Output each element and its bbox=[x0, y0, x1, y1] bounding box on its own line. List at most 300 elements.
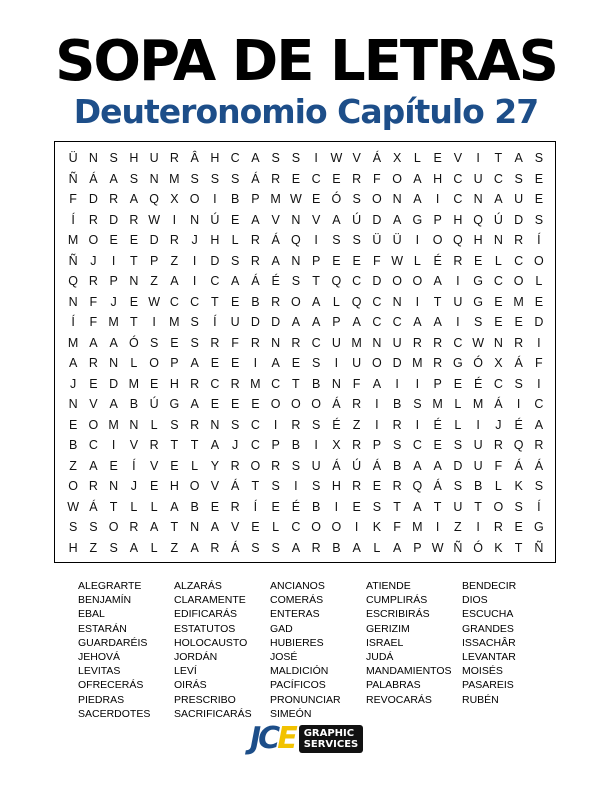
grid-cell[interactable]: A bbox=[413, 499, 422, 514]
grid-cell[interactable]: Â bbox=[190, 151, 199, 165]
grid-cell[interactable]: Á bbox=[89, 499, 98, 514]
grid-cell[interactable]: R bbox=[190, 417, 200, 432]
grid-cell[interactable]: B bbox=[311, 499, 321, 514]
grid-cell[interactable]: U bbox=[514, 192, 524, 206]
grid-cell[interactable]: R bbox=[291, 417, 301, 432]
grid-cell[interactable]: S bbox=[230, 171, 240, 186]
grid-cell[interactable]: Á bbox=[372, 458, 382, 473]
grid-cell[interactable]: R bbox=[88, 479, 98, 493]
grid-cell[interactable]: É bbox=[473, 376, 483, 391]
grid-cell[interactable]: D bbox=[88, 192, 98, 206]
grid-cell[interactable]: Á bbox=[89, 171, 98, 186]
grid-cell[interactable]: U bbox=[453, 294, 463, 309]
grid-cell[interactable]: Ñ bbox=[68, 171, 78, 186]
grid-cell[interactable]: O bbox=[432, 233, 443, 247]
grid-cell[interactable]: A bbox=[109, 397, 118, 411]
grid-cell[interactable]: Í bbox=[71, 212, 75, 227]
grid-cell[interactable]: R bbox=[230, 499, 240, 514]
grid-cell[interactable]: C bbox=[311, 335, 321, 350]
grid-cell[interactable]: Í bbox=[253, 499, 258, 514]
grid-cell[interactable]: A bbox=[433, 458, 442, 473]
grid-cell[interactable]: E bbox=[311, 192, 321, 206]
grid-cell[interactable]: E bbox=[291, 356, 301, 370]
grid-cell[interactable]: F bbox=[231, 335, 239, 350]
grid-cell[interactable]: S bbox=[170, 417, 179, 432]
grid-cell[interactable]: I bbox=[273, 417, 278, 432]
grid-cell[interactable]: É bbox=[291, 499, 301, 514]
grid-cell[interactable]: Á bbox=[534, 458, 544, 473]
grid-cell[interactable]: L bbox=[150, 499, 158, 514]
grid-cell[interactable]: Á bbox=[332, 458, 341, 473]
grid-cell[interactable]: F bbox=[393, 520, 401, 534]
grid-cell[interactable]: O bbox=[392, 274, 402, 288]
grid-cell[interactable]: R bbox=[271, 171, 281, 186]
grid-cell[interactable]: L bbox=[454, 417, 462, 432]
grid-cell[interactable]: E bbox=[352, 499, 361, 514]
grid-cell[interactable]: I bbox=[294, 479, 298, 493]
grid-cell[interactable]: M bbox=[270, 192, 281, 206]
grid-cell[interactable]: Q bbox=[331, 274, 342, 288]
grid-cell[interactable]: R bbox=[352, 438, 362, 452]
grid-cell[interactable]: S bbox=[534, 212, 544, 227]
grid-cell[interactable]: I bbox=[192, 274, 197, 288]
grid-cell[interactable]: E bbox=[332, 253, 341, 268]
grid-cell[interactable]: E bbox=[494, 294, 503, 309]
grid-cell[interactable]: S bbox=[534, 151, 544, 165]
grid-cell[interactable]: O bbox=[270, 397, 281, 411]
grid-cell[interactable]: A bbox=[392, 212, 402, 227]
grid-cell[interactable]: C bbox=[210, 376, 220, 391]
grid-cell[interactable]: L bbox=[191, 458, 199, 473]
grid-cell[interactable]: M bbox=[432, 397, 443, 411]
grid-cell[interactable]: R bbox=[412, 335, 422, 350]
grid-cell[interactable]: R bbox=[88, 274, 98, 288]
grid-cell[interactable]: S bbox=[190, 171, 199, 186]
grid-cell[interactable]: Ú bbox=[352, 212, 362, 227]
grid-cell[interactable]: Ó bbox=[331, 192, 342, 206]
grid-cell[interactable]: S bbox=[109, 151, 118, 165]
grid-cell[interactable]: H bbox=[210, 233, 220, 247]
grid-cell[interactable]: N bbox=[68, 397, 78, 411]
grid-cell[interactable]: N bbox=[190, 520, 200, 534]
grid-cell[interactable]: L bbox=[454, 397, 462, 411]
grid-cell[interactable]: P bbox=[372, 438, 382, 452]
grid-cell[interactable]: R bbox=[352, 479, 362, 493]
grid-cell[interactable]: N bbox=[109, 479, 119, 493]
grid-cell[interactable]: Z bbox=[69, 458, 77, 473]
grid-cell[interactable]: Í bbox=[537, 499, 541, 514]
grid-cell[interactable]: N bbox=[493, 233, 503, 247]
grid-cell[interactable]: W bbox=[431, 540, 444, 555]
grid-cell[interactable]: T bbox=[393, 499, 401, 514]
grid-cell[interactable]: N bbox=[392, 192, 402, 206]
grid-cell[interactable]: W bbox=[289, 192, 302, 206]
grid-cell[interactable]: P bbox=[311, 253, 321, 268]
grid-cell[interactable]: R bbox=[88, 212, 98, 227]
grid-cell[interactable]: A bbox=[68, 356, 78, 370]
grid-cell[interactable]: É bbox=[433, 253, 442, 268]
grid-cell[interactable]: R bbox=[453, 253, 463, 268]
grid-cell[interactable]: É bbox=[514, 417, 523, 432]
grid-cell[interactable]: V bbox=[311, 212, 321, 227]
grid-cell[interactable]: I bbox=[334, 356, 339, 370]
grid-cell[interactable]: Z bbox=[454, 520, 462, 534]
grid-cell[interactable]: E bbox=[89, 376, 98, 391]
grid-cell[interactable]: É bbox=[271, 274, 280, 288]
grid-cell[interactable]: R bbox=[230, 458, 240, 473]
grid-cell[interactable]: Á bbox=[332, 397, 341, 411]
grid-cell[interactable]: G bbox=[473, 274, 483, 288]
grid-cell[interactable]: G bbox=[169, 397, 180, 411]
grid-cell[interactable]: C bbox=[493, 274, 503, 288]
grid-cell[interactable]: Á bbox=[251, 171, 260, 186]
grid-cell[interactable]: E bbox=[494, 315, 503, 329]
grid-cell[interactable]: O bbox=[250, 458, 261, 473]
grid-cell[interactable]: P bbox=[170, 356, 179, 370]
grid-cell[interactable]: P bbox=[251, 192, 260, 206]
grid-cell[interactable]: I bbox=[253, 356, 258, 370]
grid-cell[interactable]: R bbox=[514, 335, 524, 350]
grid-cell[interactable]: O bbox=[189, 479, 200, 493]
grid-cell[interactable]: A bbox=[494, 192, 503, 206]
grid-cell[interactable]: A bbox=[413, 192, 422, 206]
grid-cell[interactable]: K bbox=[372, 520, 382, 534]
grid-cell[interactable]: E bbox=[230, 397, 240, 411]
grid-cell[interactable]: O bbox=[392, 171, 402, 186]
grid-cell[interactable]: D bbox=[392, 356, 402, 370]
grid-cell[interactable]: T bbox=[514, 540, 523, 555]
grid-cell[interactable]: E bbox=[514, 315, 523, 329]
grid-cell[interactable]: P bbox=[149, 253, 159, 268]
grid-cell[interactable]: N bbox=[109, 356, 119, 370]
grid-cell[interactable]: Ú bbox=[149, 397, 159, 411]
grid-cell[interactable]: S bbox=[311, 356, 321, 370]
grid-cell[interactable]: I bbox=[213, 192, 217, 206]
grid-cell[interactable]: S bbox=[392, 438, 402, 452]
grid-cell[interactable]: T bbox=[190, 438, 199, 452]
grid-cell[interactable]: D bbox=[534, 315, 544, 329]
grid-cell[interactable]: R bbox=[352, 171, 362, 186]
grid-cell[interactable]: T bbox=[433, 294, 442, 309]
grid-cell[interactable]: I bbox=[476, 417, 480, 432]
grid-cell[interactable]: E bbox=[352, 253, 361, 268]
grid-cell[interactable]: N bbox=[291, 212, 301, 227]
grid-cell[interactable]: Q bbox=[412, 479, 423, 493]
grid-cell[interactable]: F bbox=[494, 458, 503, 473]
grid-cell[interactable]: I bbox=[537, 335, 541, 350]
grid-cell[interactable]: A bbox=[392, 540, 402, 555]
grid-cell[interactable]: Z bbox=[89, 540, 98, 555]
grid-cell[interactable]: F bbox=[373, 253, 381, 268]
grid-cell[interactable]: A bbox=[251, 212, 260, 227]
grid-cell[interactable]: Á bbox=[514, 458, 523, 473]
grid-cell[interactable]: A bbox=[190, 397, 199, 411]
grid-cell[interactable]: O bbox=[513, 274, 524, 288]
grid-cell[interactable]: A bbox=[311, 294, 321, 309]
grid-cell[interactable]: I bbox=[415, 294, 420, 309]
grid-cell[interactable]: A bbox=[311, 315, 321, 329]
grid-cell[interactable]: R bbox=[149, 438, 159, 452]
grid-cell[interactable]: I bbox=[314, 233, 318, 247]
grid-cell[interactable]: I bbox=[456, 274, 460, 288]
grid-cell[interactable]: O bbox=[534, 253, 544, 268]
grid-cell[interactable]: A bbox=[514, 151, 523, 165]
grid-cell[interactable]: S bbox=[291, 458, 301, 473]
grid-cell[interactable]: J bbox=[130, 479, 137, 493]
grid-cell[interactable]: Ó bbox=[473, 356, 483, 370]
grid-cell[interactable]: N bbox=[68, 294, 78, 309]
grid-cell[interactable]: C bbox=[493, 171, 503, 186]
grid-cell[interactable]: O bbox=[149, 356, 159, 370]
grid-cell[interactable]: S bbox=[271, 540, 280, 555]
grid-cell[interactable]: C bbox=[230, 151, 240, 165]
grid-cell[interactable]: G bbox=[534, 520, 544, 534]
grid-cell[interactable]: S bbox=[230, 253, 240, 268]
grid-cell[interactable]: C bbox=[493, 376, 503, 391]
grid-cell[interactable]: O bbox=[372, 192, 382, 206]
grid-cell[interactable]: Á bbox=[433, 479, 442, 493]
grid-cell[interactable]: Ñ bbox=[534, 540, 544, 555]
grid-cell[interactable]: D bbox=[514, 212, 524, 227]
grid-cell[interactable]: R bbox=[392, 479, 402, 493]
grid-cell[interactable]: F bbox=[535, 356, 543, 370]
grid-cell[interactable]: C bbox=[210, 274, 220, 288]
grid-cell[interactable]: I bbox=[314, 151, 318, 165]
grid-cell[interactable]: R bbox=[230, 376, 240, 391]
grid-cell[interactable]: I bbox=[192, 253, 197, 268]
grid-cell[interactable]: V bbox=[149, 458, 159, 473]
grid-cell[interactable]: D bbox=[109, 376, 119, 391]
grid-cell[interactable]: I bbox=[415, 417, 420, 432]
grid-cell[interactable]: Ü bbox=[372, 233, 382, 247]
grid-cell[interactable]: P bbox=[271, 438, 280, 452]
grid-cell[interactable]: M bbox=[67, 233, 79, 247]
grid-cell[interactable]: S bbox=[311, 479, 321, 493]
grid-cell[interactable]: J bbox=[191, 233, 198, 247]
grid-cell[interactable]: A bbox=[190, 356, 199, 370]
grid-cell[interactable]: L bbox=[130, 356, 138, 370]
grid-cell[interactable]: I bbox=[375, 397, 379, 411]
grid-cell[interactable]: S bbox=[129, 171, 139, 186]
grid-cell[interactable]: S bbox=[534, 479, 544, 493]
grid-cell[interactable]: R bbox=[311, 540, 321, 555]
grid-cell[interactable]: R bbox=[169, 233, 179, 247]
grid-cell[interactable]: R bbox=[210, 540, 220, 555]
grid-cell[interactable]: M bbox=[108, 315, 119, 329]
grid-cell[interactable]: E bbox=[68, 417, 78, 432]
grid-cell[interactable]: Í bbox=[213, 315, 217, 329]
grid-cell[interactable]: R bbox=[514, 233, 524, 247]
grid-cell[interactable]: E bbox=[230, 356, 240, 370]
grid-cell[interactable]: L bbox=[130, 499, 138, 514]
grid-cell[interactable]: L bbox=[272, 520, 280, 534]
grid-cell[interactable]: L bbox=[413, 151, 421, 165]
grid-cell[interactable]: U bbox=[230, 315, 240, 329]
grid-cell[interactable]: R bbox=[109, 192, 119, 206]
grid-cell[interactable]: N bbox=[149, 171, 159, 186]
grid-cell[interactable]: J bbox=[110, 294, 117, 309]
grid-cell[interactable]: T bbox=[433, 499, 442, 514]
grid-cell[interactable]: A bbox=[413, 458, 422, 473]
grid-cell[interactable]: A bbox=[109, 171, 118, 186]
grid-cell[interactable]: H bbox=[433, 171, 443, 186]
grid-cell[interactable]: V bbox=[210, 479, 220, 493]
grid-cell[interactable]: V bbox=[89, 397, 98, 411]
grid-cell[interactable]: Á bbox=[372, 151, 382, 165]
grid-cell[interactable]: B bbox=[291, 438, 301, 452]
grid-cell[interactable]: C bbox=[453, 335, 463, 350]
grid-cell[interactable]: I bbox=[476, 151, 480, 165]
grid-cell[interactable]: H bbox=[331, 479, 341, 493]
grid-cell[interactable]: M bbox=[169, 171, 180, 186]
grid-cell[interactable]: A bbox=[149, 520, 159, 534]
grid-cell[interactable]: S bbox=[453, 479, 463, 493]
grid-cell[interactable]: Á bbox=[514, 356, 523, 370]
grid-cell[interactable]: A bbox=[433, 315, 442, 329]
grid-cell[interactable]: E bbox=[433, 438, 442, 452]
grid-cell[interactable]: F bbox=[373, 171, 381, 186]
grid-cell[interactable]: R bbox=[129, 212, 139, 227]
grid-cell[interactable]: C bbox=[372, 294, 382, 309]
grid-cell[interactable]: S bbox=[210, 171, 220, 186]
grid-cell[interactable]: N bbox=[210, 417, 220, 432]
grid-cell[interactable]: Z bbox=[352, 417, 361, 432]
grid-cell[interactable]: S bbox=[251, 540, 260, 555]
grid-cell[interactable]: L bbox=[494, 253, 502, 268]
grid-cell[interactable]: C bbox=[311, 171, 321, 186]
grid-cell[interactable]: N bbox=[392, 294, 402, 309]
grid-cell[interactable]: C bbox=[412, 438, 422, 452]
grid-cell[interactable]: R bbox=[271, 294, 281, 309]
grid-cell[interactable]: M bbox=[169, 315, 180, 329]
grid-cell[interactable]: Á bbox=[494, 397, 503, 411]
grid-cell[interactable]: T bbox=[130, 315, 138, 329]
grid-cell[interactable]: N bbox=[190, 212, 200, 227]
grid-cell[interactable]: Z bbox=[170, 540, 179, 555]
grid-cell[interactable]: K bbox=[494, 540, 503, 555]
grid-cell[interactable]: A bbox=[109, 335, 118, 350]
grid-cell[interactable]: R bbox=[493, 520, 503, 534]
grid-cell[interactable]: E bbox=[129, 294, 139, 309]
grid-cell[interactable]: E bbox=[534, 294, 544, 309]
grid-cell[interactable]: E bbox=[129, 233, 139, 247]
grid-cell[interactable]: E bbox=[332, 171, 341, 186]
grid-cell[interactable]: B bbox=[230, 192, 240, 206]
grid-cell[interactable]: S bbox=[190, 335, 199, 350]
grid-cell[interactable]: Ú bbox=[210, 212, 220, 227]
grid-cell[interactable]: S bbox=[372, 499, 382, 514]
grid-cell[interactable]: L bbox=[373, 540, 381, 555]
grid-cell[interactable]: T bbox=[130, 253, 138, 268]
grid-cell[interactable]: L bbox=[413, 253, 421, 268]
grid-cell[interactable]: H bbox=[453, 212, 463, 227]
grid-cell[interactable]: R bbox=[210, 335, 220, 350]
grid-cell[interactable]: V bbox=[271, 212, 280, 227]
grid-cell[interactable]: R bbox=[433, 335, 443, 350]
grid-cell[interactable]: Í bbox=[132, 458, 136, 473]
grid-cell[interactable]: A bbox=[413, 315, 422, 329]
grid-cell[interactable]: I bbox=[152, 315, 156, 329]
grid-cell[interactable]: G bbox=[412, 212, 423, 227]
grid-cell[interactable]: I bbox=[537, 376, 541, 391]
grid-cell[interactable]: N bbox=[372, 335, 382, 350]
grid-cell[interactable]: Z bbox=[170, 253, 179, 268]
grid-cell[interactable]: É bbox=[332, 417, 341, 432]
grid-cell[interactable]: C bbox=[271, 376, 281, 391]
grid-cell[interactable]: A bbox=[271, 253, 280, 268]
grid-cell[interactable]: S bbox=[514, 171, 523, 186]
grid-cell[interactable]: C bbox=[88, 438, 98, 452]
grid-cell[interactable]: Á bbox=[271, 233, 280, 247]
grid-cell[interactable]: J bbox=[495, 417, 502, 432]
grid-cell[interactable]: E bbox=[149, 376, 159, 391]
grid-cell[interactable]: S bbox=[230, 417, 240, 432]
grid-cell[interactable]: A bbox=[413, 171, 422, 186]
grid-cell[interactable]: A bbox=[332, 212, 341, 227]
grid-cell[interactable]: E bbox=[534, 171, 544, 186]
grid-cell[interactable]: S bbox=[190, 315, 199, 329]
grid-cell[interactable]: M bbox=[128, 376, 140, 391]
grid-cell[interactable]: S bbox=[514, 499, 523, 514]
grid-cell[interactable]: U bbox=[392, 335, 402, 350]
grid-cell[interactable]: Q bbox=[68, 274, 78, 288]
grid-cell[interactable]: C bbox=[392, 315, 402, 329]
grid-cell[interactable]: V bbox=[352, 151, 361, 165]
grid-cell[interactable]: V bbox=[453, 151, 463, 165]
grid-cell[interactable]: L bbox=[494, 479, 502, 493]
grid-cell[interactable]: A bbox=[210, 438, 220, 452]
grid-cell[interactable]: Q bbox=[453, 233, 463, 247]
grid-cell[interactable]: I bbox=[395, 376, 399, 391]
grid-cell[interactable]: E bbox=[514, 520, 523, 534]
grid-cell[interactable]: U bbox=[453, 499, 463, 514]
grid-cell[interactable]: S bbox=[271, 151, 280, 165]
grid-cell[interactable]: M bbox=[513, 294, 524, 309]
grid-cell[interactable]: C bbox=[534, 397, 544, 411]
grid-cell[interactable]: I bbox=[111, 438, 116, 452]
grid-cell[interactable]: E bbox=[473, 253, 483, 268]
grid-cell[interactable]: U bbox=[473, 458, 483, 473]
grid-cell[interactable]: B bbox=[392, 397, 402, 411]
grid-cell[interactable]: W bbox=[330, 151, 343, 165]
grid-cell[interactable]: Ü bbox=[68, 151, 78, 165]
grid-cell[interactable]: A bbox=[89, 335, 98, 350]
grid-cell[interactable]: O bbox=[189, 192, 200, 206]
grid-cell[interactable]: Á bbox=[251, 274, 260, 288]
grid-cell[interactable]: U bbox=[473, 438, 483, 452]
grid-cell[interactable]: J bbox=[70, 376, 77, 391]
grid-cell[interactable]: S bbox=[271, 479, 280, 493]
grid-cell[interactable]: P bbox=[109, 274, 118, 288]
grid-cell[interactable]: Q bbox=[473, 212, 483, 227]
grid-cell[interactable]: B bbox=[473, 479, 483, 493]
grid-cell[interactable]: R bbox=[169, 151, 179, 165]
grid-cell[interactable]: S bbox=[291, 274, 301, 288]
grid-cell[interactable]: A bbox=[352, 540, 361, 555]
grid-cell[interactable]: R bbox=[392, 417, 402, 432]
grid-cell[interactable]: A bbox=[372, 376, 382, 391]
grid-cell[interactable]: E bbox=[251, 520, 260, 534]
grid-cell[interactable]: W bbox=[472, 335, 485, 350]
grid-cell[interactable]: O bbox=[493, 499, 504, 514]
grid-cell[interactable]: A bbox=[251, 151, 260, 165]
grid-cell[interactable]: E bbox=[271, 499, 280, 514]
grid-cell[interactable]: S bbox=[149, 335, 159, 350]
grid-cell[interactable]: C bbox=[291, 520, 301, 534]
grid-cell[interactable]: Ñ bbox=[453, 540, 463, 555]
grid-cell[interactable]: N bbox=[129, 274, 139, 288]
grid-cell[interactable]: M bbox=[412, 520, 423, 534]
